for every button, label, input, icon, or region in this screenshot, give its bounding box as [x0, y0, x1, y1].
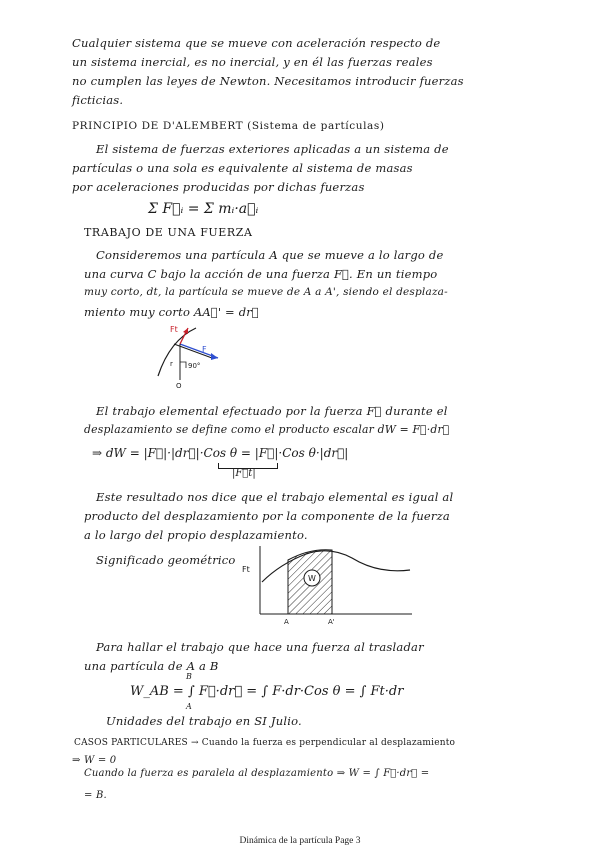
trabajo-line-2: una curva C bajo la acción de una fuerza F⃗. En un tiempo [84, 267, 438, 281]
geometrico-title: Significado geométrico [96, 553, 236, 567]
elemental-underbrace-label: |F⃗t| [232, 468, 256, 479]
elemental-formula: ⇒ dW = |F⃗|·|dr⃗|·Cos θ = |F⃗|·Cos θ·|dr⃗| [92, 446, 349, 460]
page-footer: Dinámica de la partícula Page 3 [239, 836, 361, 846]
trabajo-title: TRABAJO DE UNA FUERZA [84, 226, 253, 239]
dalembert-line-2: partículas o una sola es equivalente al sistema de masas [72, 161, 413, 175]
ft-curve [262, 551, 410, 582]
casos-title: CASOS PARTICULARES → Cuando la fuerza es perpendicular al desplazamiento [74, 738, 456, 748]
hallar-line-2: una partícula de A a B [84, 659, 219, 673]
w-ab-upper-limit: B [186, 672, 192, 681]
elemental-line-2: desplazamiento se define como el producto escalar dW = F⃗·dr⃗ [84, 423, 450, 436]
intro-line-4: ficticias. [72, 93, 124, 107]
resultado-line-1: Este resultado nos dice que el trabajo elemental es igual al [96, 490, 454, 504]
resultado-line-2: producto del desplazamiento por la componente de la fuerza [84, 509, 450, 523]
label-r: r [170, 360, 173, 368]
intro-line-2: un sistema inercial, es no inercial, y en él las fuerzas reales [72, 55, 433, 69]
label-ft: Ft [170, 325, 178, 334]
trabajo-line-1: Consideremos una partícula A que se mueve a lo largo de [96, 248, 444, 262]
hallar-line-1: Para hallar el trabajo que hace una fuerza al trasladar [96, 640, 424, 654]
intro-line-1: Cualquier sistema que se mueve con aceleración respecto de [72, 36, 441, 50]
label-f: F [202, 345, 207, 354]
casos-w-zero: ⇒ W = 0 [72, 755, 117, 766]
dalembert-formula: Σ F⃗ᵢ = Σ mᵢ·a⃗ᵢ [148, 201, 259, 217]
dalembert-title: PRINCIPIO DE D'ALEMBERT (Sistema de partículas) [72, 120, 385, 132]
unidades-line: Unidades del trabajo en SI Julio. [106, 714, 302, 728]
label-a-prime: A' [328, 618, 335, 626]
label-ft-axis: Ft [242, 565, 250, 574]
casos-end: = B. [84, 790, 107, 801]
trabajo-line-4: miento muy corto AA⃗' = dr⃗ [84, 305, 259, 319]
right-angle-mark [180, 362, 186, 368]
intro-line-3: no cumplen las leyes de Newton. Necesitamos introducir fuerzas [72, 74, 464, 88]
force-curve-diagram [140, 318, 240, 388]
trabajo-line-3: muy corto, dt, la partícula se mueve de A a A', siendo el desplaza- [84, 286, 448, 298]
label-w-area: W [308, 574, 316, 583]
dalembert-line-1: El sistema de fuerzas exteriores aplicadas a un sistema de [96, 142, 449, 156]
work-area-diagram [240, 542, 420, 628]
resultado-line-3: a lo largo del propio desplazamiento. [84, 528, 308, 542]
elemental-line-1: El trabajo elemental efectuado por la fuerza F⃗ durante el [96, 404, 448, 418]
label-origin: O [176, 382, 182, 388]
w-ab-lower-limit: A [186, 702, 192, 711]
force-arrowhead [211, 353, 218, 360]
casos-paralela: Cuando la fuerza es paralela al desplazamiento ⇒ W = ∫ F⃗·dr⃗ = [84, 768, 430, 779]
label-angle: 90° [188, 362, 201, 370]
w-ab-formula: W_AB = ∫ F⃗·dr⃗ = ∫ F·dr·Cos θ = ∫ Ft·dr [130, 684, 404, 699]
dalembert-line-3: por aceleraciones producidas por dichas fuerzas [72, 180, 365, 194]
label-a: A [284, 618, 289, 626]
